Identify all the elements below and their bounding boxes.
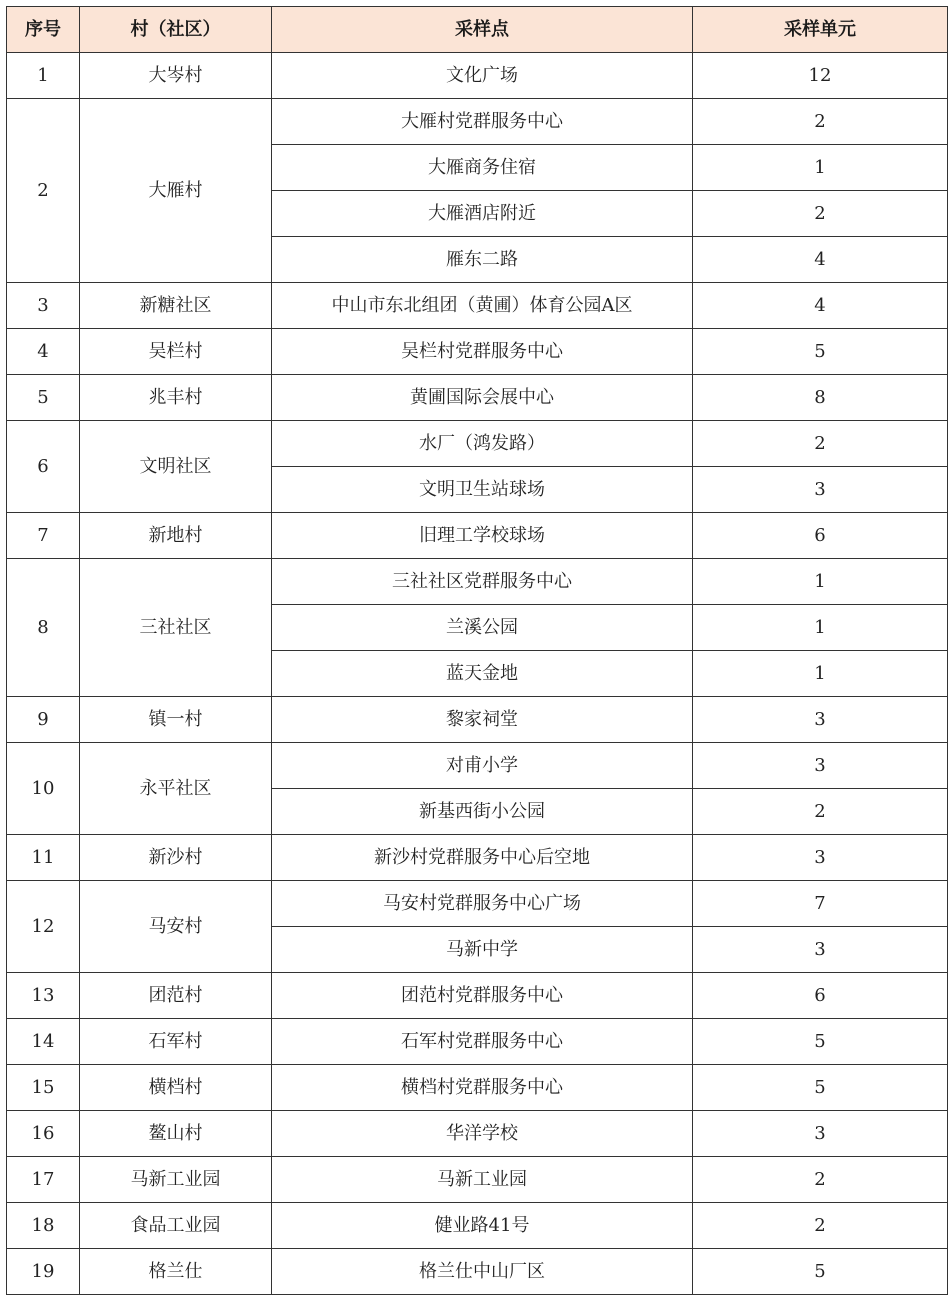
table-row [7,1019,948,1065]
sampling-table [6,6,948,1295]
units-cell: 3 [693,1111,948,1157]
table-row [7,1157,948,1203]
village-cell: 兆丰村 [80,375,272,421]
seq-cell: 12 [7,881,80,973]
village-cell: 吴栏村 [80,329,272,375]
units-cell: 5 [693,329,948,375]
seq-cell: 13 [7,973,80,1019]
site-cell: 黄圃国际会展中心 [272,375,693,421]
village-cell: 新地村 [80,513,272,559]
village-cell: 格兰仕 [80,1249,272,1295]
units-cell: 4 [693,283,948,329]
site-cell: 吴栏村党群服务中心 [272,329,693,375]
village-cell: 镇一村 [80,697,272,743]
table-row [7,835,948,881]
seq-cell: 1 [7,53,80,99]
seq-cell: 16 [7,1111,80,1157]
site-cell: 大雁商务住宿 [272,145,693,191]
village-cell: 大岑村 [80,53,272,99]
units-cell: 2 [693,421,948,467]
units-cell: 5 [693,1249,948,1295]
units-cell: 2 [693,1157,948,1203]
seq-cell: 11 [7,835,80,881]
units-cell: 7 [693,881,948,927]
header-units: 采样单元 [693,7,948,53]
units-cell: 1 [693,145,948,191]
site-cell: 华洋学校 [272,1111,693,1157]
units-cell: 6 [693,513,948,559]
units-cell: 12 [693,53,948,99]
seq-cell: 15 [7,1065,80,1111]
units-cell: 5 [693,1019,948,1065]
village-cell: 三社社区 [80,559,272,697]
table-row [7,329,948,375]
site-cell: 马安村党群服务中心广场 [272,881,693,927]
table-row [7,421,948,467]
seq-cell: 10 [7,743,80,835]
seq-cell: 18 [7,1203,80,1249]
seq-cell: 19 [7,1249,80,1295]
site-cell: 健业路41号 [272,1203,693,1249]
units-cell: 6 [693,973,948,1019]
seq-cell: 2 [7,99,80,283]
site-cell: 新基西街小公园 [272,789,693,835]
units-cell: 2 [693,1203,948,1249]
site-cell: 兰溪公园 [272,605,693,651]
site-cell: 横档村党群服务中心 [272,1065,693,1111]
village-cell: 马安村 [80,881,272,973]
units-cell: 3 [693,467,948,513]
table-row [7,697,948,743]
seq-cell: 8 [7,559,80,697]
table-row [7,99,948,145]
site-cell: 中山市东北组团（黄圃）体育公园A区 [272,283,693,329]
table-body [7,53,948,1295]
table-row [7,53,948,99]
units-cell: 3 [693,697,948,743]
table-row [7,881,948,927]
seq-cell: 17 [7,1157,80,1203]
site-cell: 旧理工学校球场 [272,513,693,559]
units-cell: 2 [693,191,948,237]
seq-cell: 5 [7,375,80,421]
village-cell: 鳌山村 [80,1111,272,1157]
table-row [7,973,948,1019]
table-row [7,1065,948,1111]
table-row [7,1203,948,1249]
table-row [7,559,948,605]
table-row [7,743,948,789]
units-cell: 5 [693,1065,948,1111]
table-row [7,513,948,559]
site-cell: 团范村党群服务中心 [272,973,693,1019]
seq-cell: 3 [7,283,80,329]
site-cell: 新沙村党群服务中心后空地 [272,835,693,881]
site-cell: 对甫小学 [272,743,693,789]
table-header-row [7,7,948,53]
site-cell: 蓝天金地 [272,651,693,697]
units-cell: 2 [693,99,948,145]
header-village: 村（社区） [80,7,272,53]
units-cell: 3 [693,835,948,881]
header-seq: 序号 [7,7,80,53]
units-cell: 8 [693,375,948,421]
site-cell: 马新中学 [272,927,693,973]
table-row [7,375,948,421]
units-cell: 2 [693,789,948,835]
table-row [7,283,948,329]
units-cell: 3 [693,927,948,973]
site-cell: 三社社区党群服务中心 [272,559,693,605]
site-cell: 大雁酒店附近 [272,191,693,237]
header-site: 采样点 [272,7,693,53]
site-cell: 文明卫生站球场 [272,467,693,513]
seq-cell: 9 [7,697,80,743]
village-cell: 食品工业园 [80,1203,272,1249]
seq-cell: 14 [7,1019,80,1065]
site-cell: 文化广场 [272,53,693,99]
site-cell: 雁东二路 [272,237,693,283]
village-cell: 团范村 [80,973,272,1019]
village-cell: 新糖社区 [80,283,272,329]
site-cell: 黎家祠堂 [272,697,693,743]
seq-cell: 6 [7,421,80,513]
village-cell: 横档村 [80,1065,272,1111]
units-cell: 1 [693,651,948,697]
units-cell: 1 [693,559,948,605]
village-cell: 永平社区 [80,743,272,835]
village-cell: 石军村 [80,1019,272,1065]
units-cell: 3 [693,743,948,789]
site-cell: 大雁村党群服务中心 [272,99,693,145]
site-cell: 石军村党群服务中心 [272,1019,693,1065]
site-cell: 水厂（鸿发路） [272,421,693,467]
village-cell: 文明社区 [80,421,272,513]
table-row [7,1111,948,1157]
village-cell: 大雁村 [80,99,272,283]
site-cell: 格兰仕中山厂区 [272,1249,693,1295]
units-cell: 4 [693,237,948,283]
seq-cell: 7 [7,513,80,559]
village-cell: 新沙村 [80,835,272,881]
seq-cell: 4 [7,329,80,375]
table-row [7,1249,948,1295]
units-cell: 1 [693,605,948,651]
village-cell: 马新工业园 [80,1157,272,1203]
site-cell: 马新工业园 [272,1157,693,1203]
